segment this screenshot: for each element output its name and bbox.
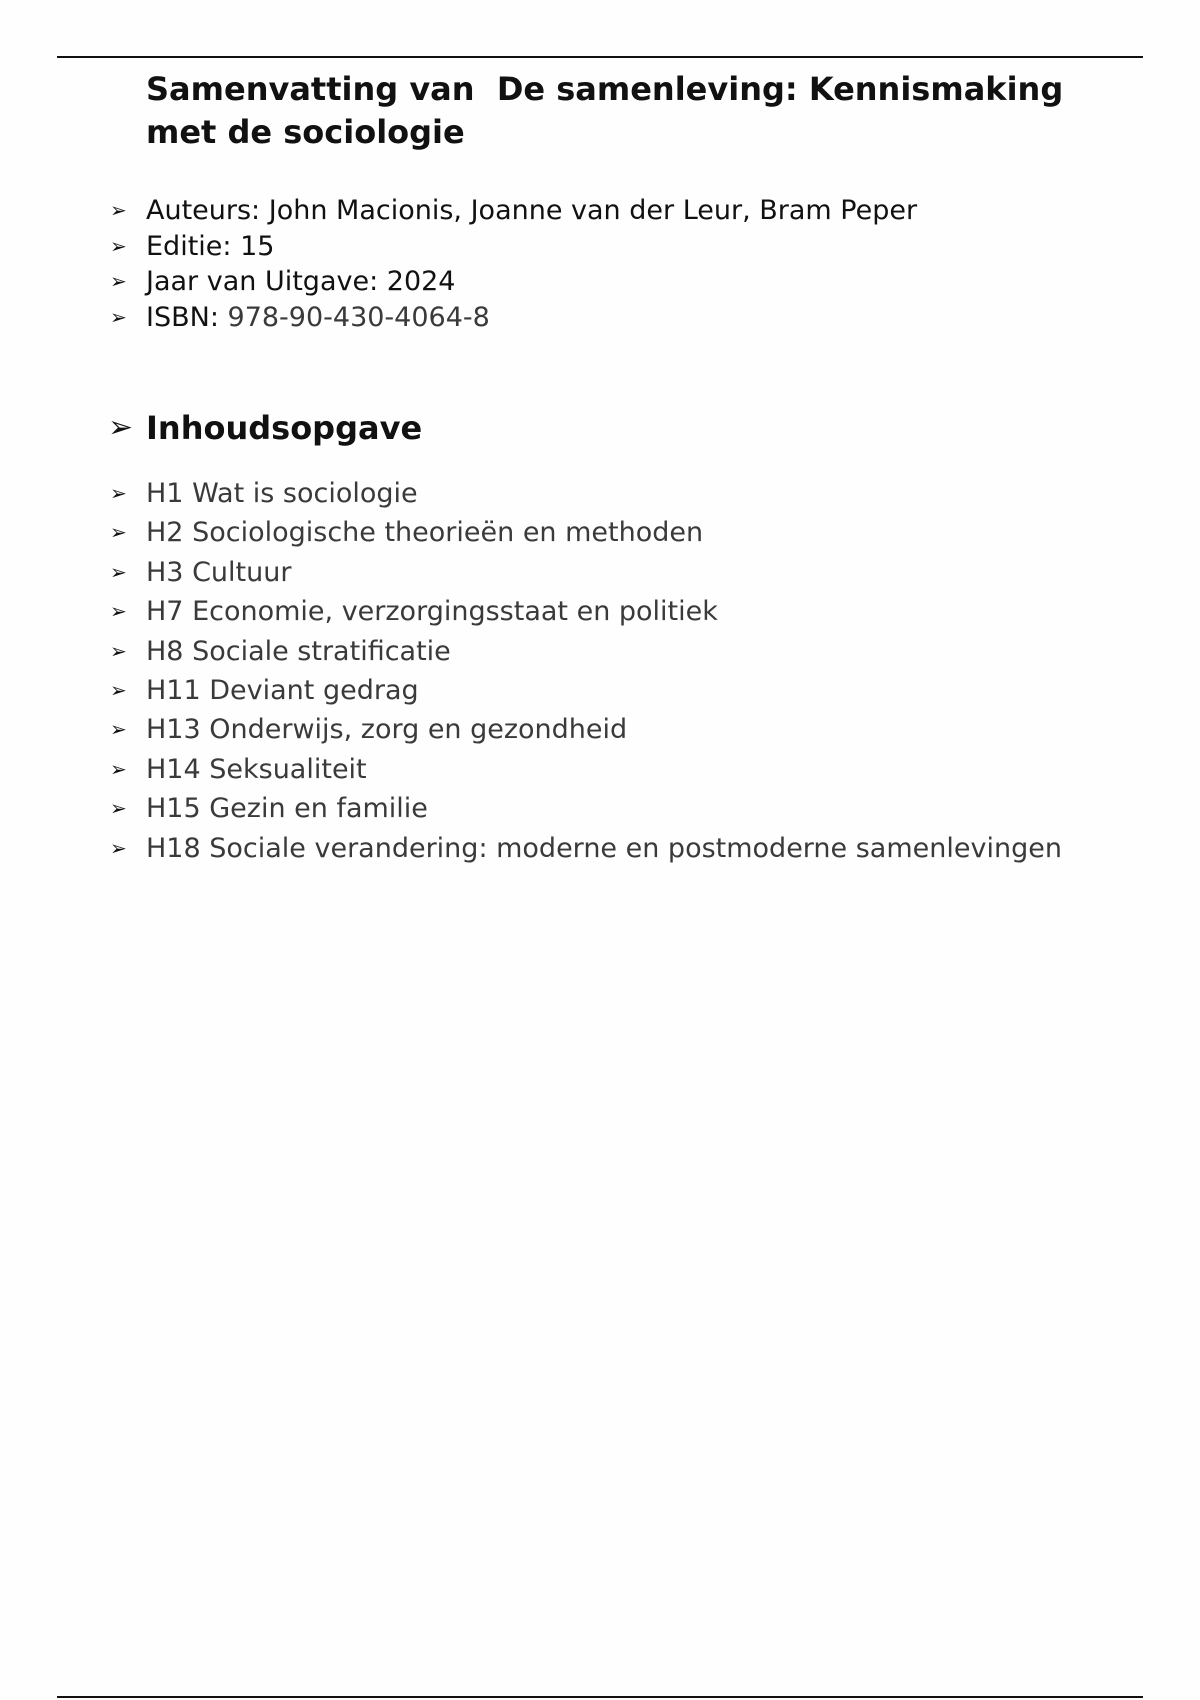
toc-heading [108,406,422,450]
toc-item [108,750,1062,789]
footer-rule [57,1696,1143,1698]
toc-item-label: H14 Seksualiteit [146,753,367,785]
arrowhead-bullet-icon: ➢ [110,198,127,222]
arrowhead-bullet-icon: ➢ [110,677,127,702]
meta-item-year [108,264,917,300]
toc-item-label: H1 Wat is sociologie [146,478,418,509]
toc-item [108,789,1062,828]
meta-item-edition [108,229,917,265]
toc-item [108,632,1062,671]
arrowhead-bullet-icon: ➢ [110,559,127,584]
toc-item-label: H13 Onderwijs, zorg en gezondheid [146,714,628,746]
arrowhead-bullet-icon: ➢ [110,304,127,329]
meta-value: 2024 [386,266,456,297]
toc-item-label: H15 Gezin en familie [146,793,428,825]
meta-label: Jaar van Uitgave: [146,266,387,297]
meta-label: Auteurs: [146,195,269,226]
table-of-contents [108,474,1062,868]
arrowhead-bullet-icon: ➢ [108,410,134,445]
meta-item-authors [108,193,917,229]
meta-item-isbn [108,300,917,336]
toc-item [108,710,1062,749]
meta-label: ISBN: [146,301,228,333]
arrowhead-bullet-icon: ➢ [110,756,127,781]
toc-item [108,671,1062,710]
toc-item-label: H7 Economie, verzorgingsstaat en politiek [146,596,718,628]
arrowhead-bullet-icon: ➢ [110,233,127,258]
meta-value: 978-90-430-4064-8 [227,301,490,333]
arrowhead-bullet-icon: ➢ [110,520,127,545]
toc-item [108,474,1062,513]
arrowhead-bullet-icon: ➢ [110,269,127,293]
meta-value: 15 [240,230,275,262]
arrowhead-bullet-icon: ➢ [110,835,127,860]
arrowhead-bullet-icon: ➢ [110,717,127,742]
book-meta-list [108,193,917,335]
toc-item-label: H2 Sociologische theorieën en methoden [146,517,704,549]
toc-item-label: H3 Cultuur [146,556,292,588]
toc-item [108,553,1062,592]
document-title: Samenvatting van De samenleving: Kennismaking met de sociologie [146,70,1075,151]
toc-item [108,829,1062,868]
toc-item-label: H18 Sociale verandering: moderne en postmoderne samenlevingen [146,832,1062,864]
toc-item-label: H11 Deviant gedrag [146,674,419,706]
toc-item-label: H8 Sociale stratificatie [146,635,451,667]
meta-value: John Macionis, Joanne van der Leur, Bram Peper [268,195,918,226]
arrowhead-bullet-icon: ➢ [110,481,127,505]
arrowhead-bullet-icon: ➢ [110,796,127,821]
toc-item [108,592,1062,631]
arrowhead-bullet-icon: ➢ [110,599,127,624]
header-rule [57,56,1143,58]
meta-label: Editie: [146,230,241,262]
arrowhead-bullet-icon: ➢ [110,638,127,663]
toc-heading-text: Inhoudsopgave [146,409,423,447]
toc-item [108,513,1062,552]
